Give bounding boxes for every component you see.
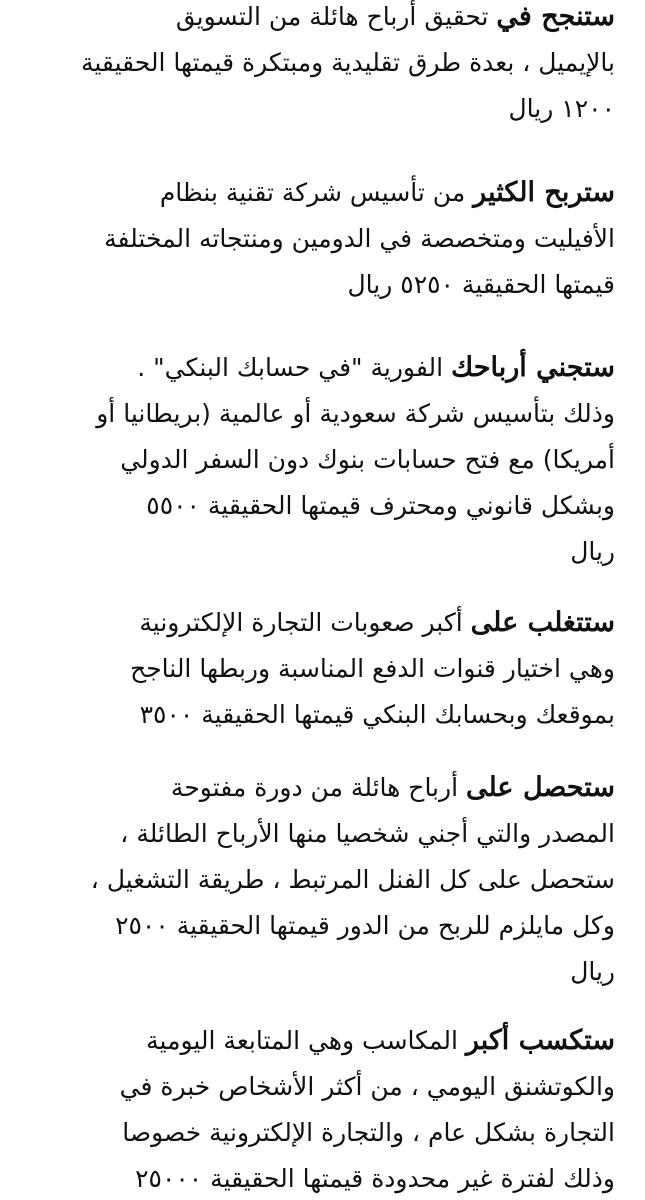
offer-paragraph-open-source-course bbox=[36, 765, 615, 995]
line-text: تحقيق أرباح هائلة من التسويق bbox=[175, 2, 497, 31]
line-text: من تأسيس شركة تقنية بنظام bbox=[159, 178, 474, 207]
line-text: أرباح هائلة من دورة مفتوحة bbox=[170, 773, 466, 802]
line-text: ريال bbox=[570, 957, 615, 986]
paragraph-line bbox=[36, 86, 615, 132]
highlight-phrase: ستربح الكثير bbox=[473, 177, 615, 208]
paragraph-line bbox=[36, 345, 615, 391]
paragraph-line bbox=[36, 811, 615, 857]
line-text: وكل مايلزم للربح من الدور قيمتها الحقيقية ٢٥٠٠ bbox=[115, 911, 615, 940]
offer-paragraph-email-marketing bbox=[36, 0, 615, 132]
paragraph-line bbox=[36, 529, 615, 575]
paragraph-line bbox=[36, 857, 615, 903]
line-text: والكوتشنق اليومي ، من أكثر الأشخاص خبرة في bbox=[119, 1072, 615, 1101]
line-text: أكبر صعوبات التجارة الإلكترونية bbox=[139, 608, 471, 637]
paragraph-line bbox=[36, 40, 615, 86]
paragraph-line bbox=[36, 692, 615, 738]
line-text: ستحصل على كل الفنل المرتبط ، طريقة التشغيل ، bbox=[90, 865, 615, 894]
highlight-phrase: ستنجح في bbox=[496, 1, 615, 32]
line-text: وبشكل قانوني ومحترف قيمتها الحقيقية ٥٥٠٠ bbox=[146, 491, 615, 520]
paragraph-line bbox=[36, 1064, 615, 1110]
paragraph-line bbox=[36, 170, 615, 216]
line-text: وذلك بتأسيس شركة سعودية أو عالمية (بريطانيا أو bbox=[96, 399, 615, 428]
line-text: ريال bbox=[570, 537, 615, 566]
line-text: أمريكا) مع فتح حسابات بنوك دون السفر الدولي bbox=[120, 445, 615, 474]
line-text: ١٢٠٠ ريال bbox=[508, 94, 615, 123]
line-text: المصدر والتي أجني شخصيا منها الأرباح الطائلة ، bbox=[120, 819, 615, 848]
line-text: التجارة بشكل عام ، والتجارة الإلكترونية خصوصا bbox=[122, 1118, 615, 1147]
line-text: الأفيليت ومتخصصة في الدومين ومنتجاته المختلفة bbox=[104, 224, 615, 253]
paragraph-line bbox=[36, 437, 615, 483]
paragraph-line bbox=[36, 0, 615, 40]
line-text: المكاسب وهي المتابعة اليومية bbox=[146, 1026, 466, 1055]
line-text: بموقعك وبحسابك البنكي قيمتها الحقيقية ٣٥٠٠ bbox=[139, 700, 615, 729]
paragraph-line bbox=[36, 646, 615, 692]
paragraph-line bbox=[36, 262, 615, 308]
highlight-phrase: ستجني أرباحك bbox=[451, 352, 615, 383]
highlight-phrase: ستكسب أكبر bbox=[465, 1025, 615, 1056]
paragraph-line bbox=[36, 1018, 615, 1064]
paragraph-line bbox=[36, 765, 615, 811]
line-text: وهي اختيار قنوات الدفع المناسبة وربطها الناجح bbox=[130, 654, 615, 683]
paragraph-line bbox=[36, 903, 615, 949]
line-text: قيمتها الحقيقية ٥٢٥٠ ريال bbox=[347, 270, 615, 299]
line-text: بالإيميل ، بعدة طرق تقليدية ومبتكرة قيمتها الحقيقية bbox=[80, 48, 615, 77]
paragraph-line bbox=[36, 600, 615, 646]
paragraph-line bbox=[36, 1110, 615, 1156]
paragraph-line bbox=[36, 391, 615, 437]
paragraph-line bbox=[36, 1156, 615, 1200]
line-text: وذلك لفترة غير محدودة قيمتها الحقيقية ٢٥٠٠٠ bbox=[135, 1164, 615, 1193]
offer-paragraph-payment-channels bbox=[36, 600, 615, 738]
paragraph-line bbox=[36, 216, 615, 262]
paragraph-line bbox=[36, 949, 615, 995]
paragraph-line bbox=[36, 483, 615, 529]
highlight-phrase: ستحصل على bbox=[465, 772, 615, 803]
offer-paragraph-daily-coaching bbox=[36, 1018, 615, 1200]
highlight-phrase: ستتغلب على bbox=[470, 607, 615, 638]
line-text: الفورية "في حسابك البنكي" . bbox=[137, 353, 452, 382]
offer-paragraph-affiliate-company bbox=[36, 170, 615, 308]
offer-paragraph-bank-accounts bbox=[36, 345, 615, 575]
